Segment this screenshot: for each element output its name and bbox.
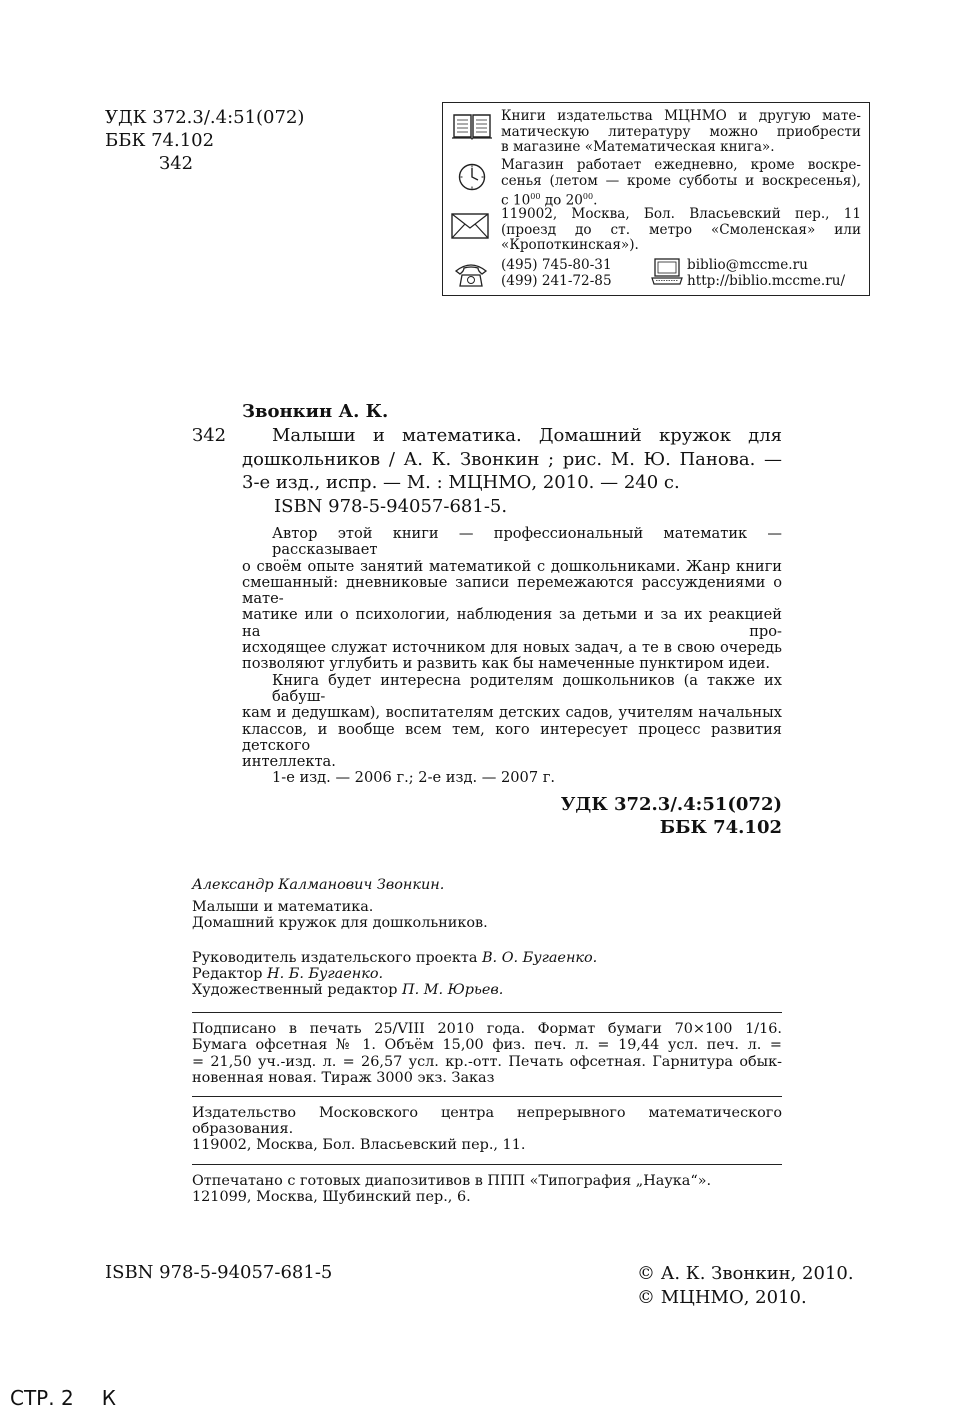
telephone-icon xyxy=(454,262,496,293)
print-line: Подписано в печать 25/VIII 2010 года. Формат бумаги 70×100 1/16. xyxy=(192,1021,782,1038)
bbk-code: ББК 74.102 xyxy=(105,130,215,151)
divider xyxy=(192,1164,782,1165)
card-isbn: ISBN 978-5-94057-681-5. xyxy=(274,495,508,517)
website-link[interactable]: http://biblio.mccme.ru/ xyxy=(687,272,846,289)
copyright-line: © А. К. Звонкин, 2010. xyxy=(637,1263,854,1284)
phone-number: (495) 745-80-31 xyxy=(501,257,612,273)
page-letter: К xyxy=(101,1386,116,1410)
publisher-line: 119002, Москва, Бол. Власьевский пер., 11. xyxy=(192,1137,526,1154)
card-author: Звонкин А. К. xyxy=(242,401,389,422)
copyright-block xyxy=(637,1262,854,1310)
shop-hours-line: сенья (летом — кроме субботы и воскресенья), xyxy=(501,172,861,189)
annotation-line: о своём опыте занятий математикой с дошкольниками. Жанр книги xyxy=(242,557,782,575)
bbk-code: ББК 74.102 xyxy=(659,816,782,838)
annotation-line: Книга будет интересна родителям дошкольников (а также их бабуш- xyxy=(272,671,782,705)
printer-line: Отпечатано с готовых диапозитивов в ППП «Типография „Наука“». xyxy=(192,1172,712,1189)
shop-books-line: в магазине «Математическая книга». xyxy=(501,139,775,156)
print-details xyxy=(192,1021,782,1086)
phone-number: (499) 241-72-85 xyxy=(501,272,612,289)
book-icon xyxy=(451,111,493,146)
imprint-author: Александр Калманович Звонкин. xyxy=(192,877,445,893)
classification-top xyxy=(105,106,304,175)
print-line: Бумага офсетная № 1. Объём 15,00 физ. печ. л. = 19,44 усл. печ. л. = xyxy=(192,1037,782,1054)
shop-address-line: 119002, Москва, Бол. Власьевский пер., 11 xyxy=(501,206,861,222)
shop-info-box xyxy=(442,102,870,296)
imprint-block xyxy=(192,877,782,1205)
annotation-line: исходящее служат источником для новых задач, а те в свою очередь xyxy=(242,639,782,657)
imprint-subtitle: Домашний кружок для дошкольников. xyxy=(192,915,488,932)
card-title-line: Малыши и математика. Домашний кружок для xyxy=(272,425,782,446)
catalog-card xyxy=(192,400,782,839)
editions-note: 1-е изд. — 2006 г.; 2-е изд. — 2007 г. xyxy=(272,769,556,787)
divider xyxy=(192,1012,782,1013)
page-footer xyxy=(10,1386,116,1410)
printer-line: 121099, Москва, Шубинский пер., 6. xyxy=(192,1188,471,1205)
isbn-bottom: ISBN 978-5-94057-681-5 xyxy=(105,1262,333,1283)
card-mark: З42 xyxy=(192,425,227,446)
email-link[interactable]: biblio@mccme.ru xyxy=(687,257,808,273)
print-line: = 21,50 уч.-изд. л. = 26,57 усл. кр.-отт. Печать офсетная. Гарнитура обык- xyxy=(192,1053,782,1070)
page-number: СТР. 2 xyxy=(10,1386,74,1410)
shop-books-line: Книги издательства МЦНМО и другую мате- xyxy=(501,108,861,124)
shop-address-line: «Кропоткинская»). xyxy=(501,237,639,254)
publisher-info xyxy=(192,1105,782,1154)
computer-icon xyxy=(651,258,687,291)
clock-icon xyxy=(457,162,499,197)
imprint-editor: Редактор Н. Б. Бугаенко. xyxy=(192,965,384,982)
imprint-art-editor: Художественный редактор П. М. Юрьев. xyxy=(192,982,504,999)
annotation-line: матике или о психологии, наблюдения за детьми и за их реакцией на про- xyxy=(242,606,782,640)
udk-code: УДК 372.3/.4:51(072) xyxy=(560,793,782,815)
annotation-line: смешанный: дневниковые записи перемежаются рассуждениями о мате- xyxy=(242,573,782,608)
printer-info xyxy=(192,1173,782,1205)
annotation-line: Автор этой книги — профессиональный математик — рассказывает xyxy=(272,525,782,559)
envelope-icon xyxy=(451,213,493,244)
udk-code: УДК 372.3/.4:51(072) xyxy=(105,107,305,128)
imprint-project-lead: Руководитель издательского проекта В. О. Бугаенко. xyxy=(192,949,598,966)
author-mark: З42 xyxy=(159,153,194,174)
shop-hours-times: с $10^{00}$ до $20^{00}$. xyxy=(501,192,598,209)
card-annotation xyxy=(242,526,782,787)
shop-hours-line: Магазин работает ежедневно, кроме воскре- xyxy=(501,157,861,173)
card-title-block xyxy=(192,424,782,518)
card-title-line: 3-е изд., испр. — М. : МЦНМО, 2010. — 240 с. xyxy=(242,472,680,493)
copyright-line: © МЦНМО, 2010. xyxy=(637,1287,807,1308)
card-classification xyxy=(192,793,782,839)
imprint-title: Малыши и математика. xyxy=(192,899,374,916)
shop-books-line: матическую литературу можно приобрести xyxy=(501,123,861,140)
annotation-line: позволяют углубить и развить как бы намеченные пунктиром идеи. xyxy=(242,655,771,673)
publisher-line: Издательство Московского центра непрерывного математического образования. xyxy=(192,1105,782,1138)
divider xyxy=(192,1096,782,1097)
print-line: новенная новая. Тираж 3000 экз. Заказ xyxy=(192,1069,495,1086)
annotation-line: кам и дедушкам), воспитателям детских садов, учителям начальных xyxy=(242,704,782,722)
shop-address-line: (проезд до ст. метро «Смоленская» или xyxy=(501,221,861,238)
annotation-line: интеллекта. xyxy=(242,753,336,771)
card-title-line: дошкольников / А. К. Звонкин ; рис. М. Ю. Панова. — xyxy=(242,448,782,470)
annotation-line: классов, и вообще всем тем, кого интересует процесс развития детского xyxy=(242,720,782,754)
